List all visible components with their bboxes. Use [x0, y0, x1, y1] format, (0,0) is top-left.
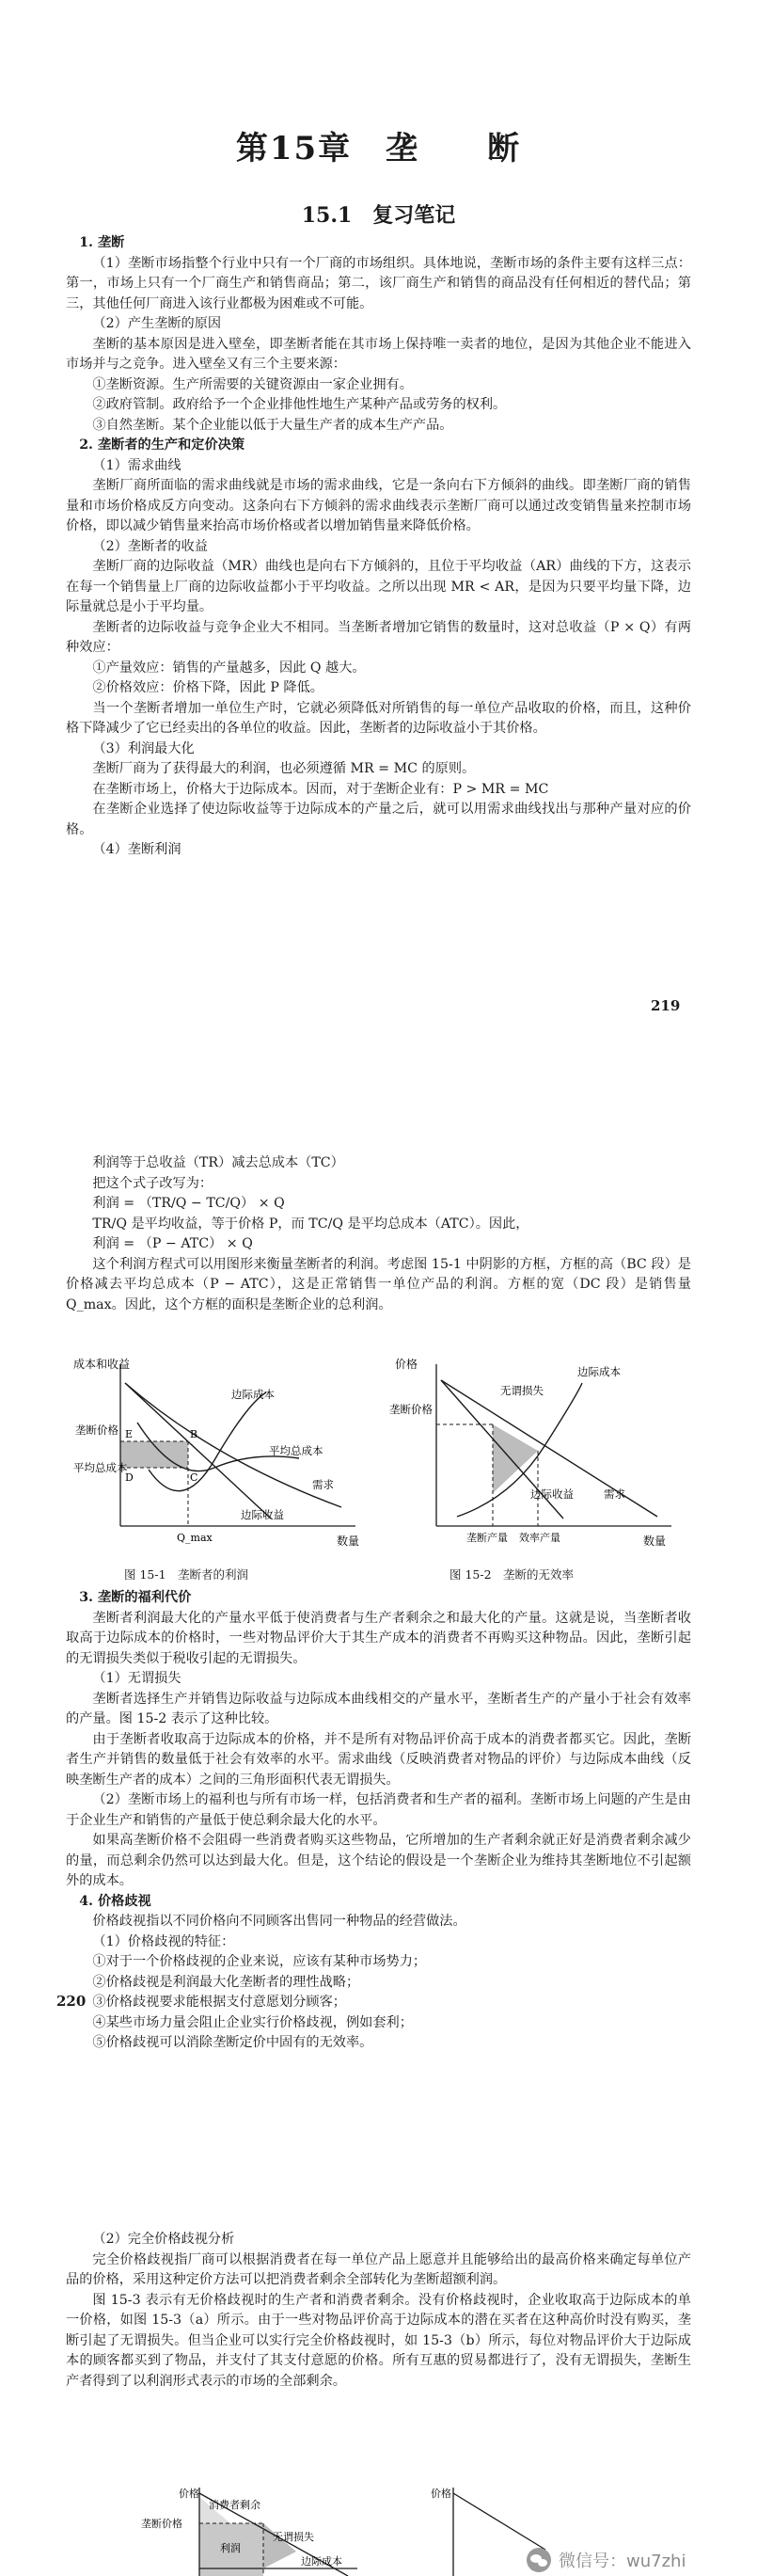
label-profit: 利润 — [220, 2542, 241, 2554]
heading-price-discrimination: 4. 价格歧视 — [79, 1893, 151, 1909]
axis-title-x: 数量 — [337, 1534, 360, 1548]
page-220 — [0, 1146, 757, 2087]
paragraph: TR/Q 是平均收益，等于价格 P，而 TC/Q 是平均总成本（ATC）。因此， — [92, 1216, 529, 1232]
page-219 — [0, 0, 757, 1016]
figure-15-2-caption: 图 15-2 垄断的无效率 — [449, 1567, 575, 1582]
paragraph: （3）利润最大化 — [92, 740, 195, 756]
page-221-body — [66, 2230, 691, 2392]
paragraph: 图 15-3 表示有无价格歧视时的生产者和消费者剩余。没有价格歧视时，企业收取高于边际成本的单一价格，如图 15-3（a）所示。由于一些对物品评价高于边际成本的潜在买者在这种高价时没有购买，垄断引起了无谓损失。但当企业可以实行完全价格歧视时，如 15-3（b）所示，每位对物品评价大于边际成本的顾客都买到了物品，并支付了其支付意愿的价格。所有互惠的贸易都进行了，没有无谓损失，垄断生产者得到了以利润形式表示的市场的全部剩余。 — [66, 2292, 691, 2389]
curve-label-demand: 需求 — [312, 1478, 334, 1491]
list-item: ⑤价格歧视可以消除垄断定价中固有的无效率。 — [92, 2035, 373, 2050]
curve-label-mc: 边际成本 — [231, 1388, 275, 1401]
paragraph: （1）垄断市场指整个行业中只有一个厂商的市场组织。具体地说，垄断市场的条件主要有这样三点：第一，市场上只有一个厂商生产和销售商品；第二，该厂商生产和销售的商品没有任何相近的替代品；第三，其他任何厂商进入该行业都极为困难或不可能。 — [66, 255, 691, 311]
paragraph: 价格歧视指以不同价格向不同顾客出售同一种物品的经营做法。 — [92, 1914, 466, 1929]
paragraph: 在垄断市场上，价格大于边际成本。因而，对于垄断企业有：P > MR = MC — [92, 781, 549, 797]
list-item: ②价格歧视是利润最大化垄断者的理性战略； — [92, 1974, 360, 1990]
paragraph: 由于垄断者收取高于边际成本的价格，并不是所有对物品评价高于成本的消费者都买它。因此，垄断者生产并销售的数量低于社会有效率的水平。需求曲线（反映消费者对物品的评价）与边际成本曲线（反映垄断生产者的成本）之间的三角形面积代表无谓损失。 — [66, 1731, 691, 1788]
curve-label-demand: 需求 — [604, 1487, 625, 1501]
paragraph: ①产量效应：销售的产量越多，因此 Q 越大。 — [92, 660, 366, 676]
axis-title-x: 数量 — [643, 1534, 667, 1548]
paragraph: （4）垄断利润 — [92, 842, 181, 857]
list-item: ①对于一个价格歧视的企业来说，应该有某种市场势力； — [92, 1954, 427, 1969]
paragraph: （1）价格歧视的特征： — [92, 1933, 235, 1949]
heading-monopoly: 1. 垄断 — [79, 235, 125, 250]
paragraph: 把这个式子改写为： — [92, 1175, 213, 1191]
wechat-icon — [527, 2548, 551, 2572]
paragraph: 垄断厂商所面临的需求曲线就是市场的需求曲线，它是一条向右下方倾斜的曲线。即垄断厂商的销售量和市场价格成反方向变动。这条向右下方倾斜的需求曲线表示垄断厂商可以通过改变销售量来控制市场价格，即以减少销售量来抬高市场价格或者以增加销售量来降低价格。 — [66, 478, 691, 533]
page-number: 219 — [651, 997, 681, 1014]
figure-15-1-caption: 图 15-1 垄断者的利润 — [124, 1567, 249, 1582]
paragraph: 垄断者的边际收益与竞争企业大不相同。当垄断者增加它销售的数量时，这对总收益（P × Q）有两种效应： — [66, 619, 691, 655]
tick-efficient-qty: 效率产量 — [519, 1532, 560, 1544]
paragraph: （2）垄断市场上的福利也与所有市场一样，包括消费者和生产者的福利。垄断市场上问题的产生是由于企业生产和销售的产量低于使总剩余最大化的水平。 — [66, 1792, 691, 1828]
tick-monopoly-qty: 垄断产量 — [466, 1532, 508, 1544]
paragraph: ②政府管制。政府给予一个企业排他性地生产某种产品或劳务的权利。 — [92, 397, 507, 412]
paragraph: ①垄断资源。生产所需要的关键资源由一家企业拥有。 — [92, 376, 413, 392]
label-monopoly-price: 垄断价格 — [389, 1403, 433, 1416]
label-qmax: Q_max — [177, 1532, 213, 1544]
page-number: 220 — [56, 1993, 87, 2010]
figure-15-1 — [73, 1357, 393, 1559]
curve-label-mr: 边际收益 — [241, 1508, 284, 1521]
axis-title-y: 成本和收益 — [73, 1358, 131, 1371]
list-item: ③价格歧视要求能根据支付意愿划分顾客； — [92, 1995, 346, 2010]
paragraph: （2）产生垄断的原因 — [92, 316, 222, 331]
curve-label-atc: 平均总成本 — [269, 1444, 323, 1457]
paragraph: 利润等于总收益（TR）减去总成本（TC） — [92, 1155, 344, 1170]
paragraph: 垄断者选择生产并销售边际收益与边际成本曲线相交的产量水平，垄断者生产的产量小于社会有效率的产量。图 15-2 表示了这种比较。 — [66, 1691, 691, 1726]
formula: 利润 = （TR/Q − TC/Q） × Q — [92, 1196, 285, 1211]
formula: 利润 = （P − ATC） × Q — [92, 1236, 253, 1251]
label-avg-total-cost: 平均总成本 — [73, 1461, 128, 1474]
paragraph: 垄断厂商的边际收益（MR）曲线也是向右下方倾斜的，且位于平均收益（AR）曲线的下方，这表示在每一个销售量上厂商的边际收益都小于平均收益。之所以出现 MR < AR，是因为只要平均量下降，边际量就总是小于平均量。 — [66, 559, 691, 614]
demand-b — [453, 2493, 545, 2550]
paragraph: 垄断者利润最大化的产量水平低于使消费者与生产者剩余之和最大化的产量。这就是说，当垄断者收取高于边际成本的价格时，一些对物品评价大于其生产成本的消费者不再购买这种物品。因此，垄断引起的无谓损失类似于税收引起的无谓损失。 — [66, 1610, 691, 1666]
paragraph: 垄断厂商为了获得最大的利润，也必须遵循 MR = MC 的原则。 — [92, 761, 476, 776]
paragraph: 垄断的基本原因是进入壁垒，即垄断者能在其市场上保持唯一卖者的地位，是因为其他企业不能进入市场并与之竞争。进入壁垒又有三个主要来源： — [66, 336, 691, 372]
point-b: B — [190, 1428, 198, 1440]
axis-title-y-a: 价格 — [179, 2488, 199, 2500]
paragraph: 这个利润方程式可以用图形来衡量垄断者的利润。考虑图 15-1 中阴影的方框，方框的高（BC 段）是价格减去平均总成本（P − ATC），这是正常销售一单位产品的利润。方框的宽（DC 段）是销售量 Q_max。因此，这个方框的面积是垄断企业的总利润。 — [66, 1256, 691, 1312]
paragraph: ②价格效应：价格下降，因此 P 降低。 — [92, 680, 323, 695]
page-220-bottom — [66, 1588, 691, 2054]
curve-label-deadweight: 无谓损失 — [500, 1384, 544, 1397]
paragraph: 如果高垄断价格不会阻碍一些消费者购买这些物品，它所增加的生产者剩余就正好是消费者剩余减少的量，而总剩余仍然可以达到最大化。但是，这个结论的假设是一个垄断企业为维持其垄断地位不引起额外的成本。 — [66, 1833, 691, 1888]
curve-label-mc: 边际成本 — [577, 1365, 621, 1378]
paragraph: 在垄断企业选择了使边际收益等于边际成本的产量之后，就可以用需求曲线找出与那种产量对应的价格。 — [66, 802, 691, 837]
chapter-title: 第15章 垄 断 — [235, 130, 522, 167]
paragraph: （1）无谓损失 — [92, 1671, 181, 1686]
point-c: C — [190, 1471, 198, 1484]
paragraph: ③自然垄断。某个企业能以低于大量生产者的成本生产产品。 — [92, 417, 453, 433]
figure-15-2 — [389, 1357, 700, 1559]
label-deadweight: 无谓损失 — [273, 2531, 314, 2543]
axis-title-y-b: 价格 — [431, 2488, 451, 2500]
section-title: 15.1 复习笔记 — [301, 203, 456, 228]
heading-pricing: 2. 垄断者的生产和定价决策 — [79, 437, 245, 453]
paragraph: （1）需求曲线 — [92, 457, 181, 473]
heading-welfare: 3. 垄断的福利代价 — [79, 1590, 192, 1605]
label-monopoly-price: 垄断价格 — [75, 1423, 118, 1437]
paragraph: （2）垄断者的收益 — [92, 538, 208, 554]
paragraph: （2）完全价格歧视分析 — [92, 2232, 235, 2247]
label-mc: 边际成本 — [301, 2555, 342, 2568]
list-item: ④某些市场力量会阻止企业实行价格歧视，例如套利； — [92, 2014, 413, 2030]
page-220-top — [66, 1153, 691, 1315]
curve-label-mr: 边际收益 — [530, 1487, 574, 1501]
page-219-body — [66, 233, 691, 861]
label-monopoly-price: 垄断价格 — [141, 2518, 182, 2530]
wechat-watermark — [527, 2548, 686, 2572]
paragraph: 完全价格歧视指厂商可以根据消费者在每一单位产品上愿意并且能够给出的最高价格来确定每单位产品的价格，采用这种定价方法可以把消费者剩余全部转化为垄断超额利润。 — [66, 2251, 691, 2287]
point-e: E — [125, 1428, 134, 1440]
page-221-partial — [0, 2230, 757, 2576]
watermark-text: 微信号：wu7zhi — [559, 2552, 686, 2571]
label-consumer-surplus: 消费者剩余 — [209, 2499, 260, 2511]
axis-title-y: 价格 — [395, 1358, 418, 1371]
paragraph: 当一个垄断者增加一单位生产时，它就必须降低对所销售的每一单位产品收取的价格，而且，这种价格下降减少了它已经卖出的各单位的收益。因此，垄断者的边际收益小于其价格。 — [66, 700, 691, 736]
point-d: D — [125, 1471, 134, 1484]
